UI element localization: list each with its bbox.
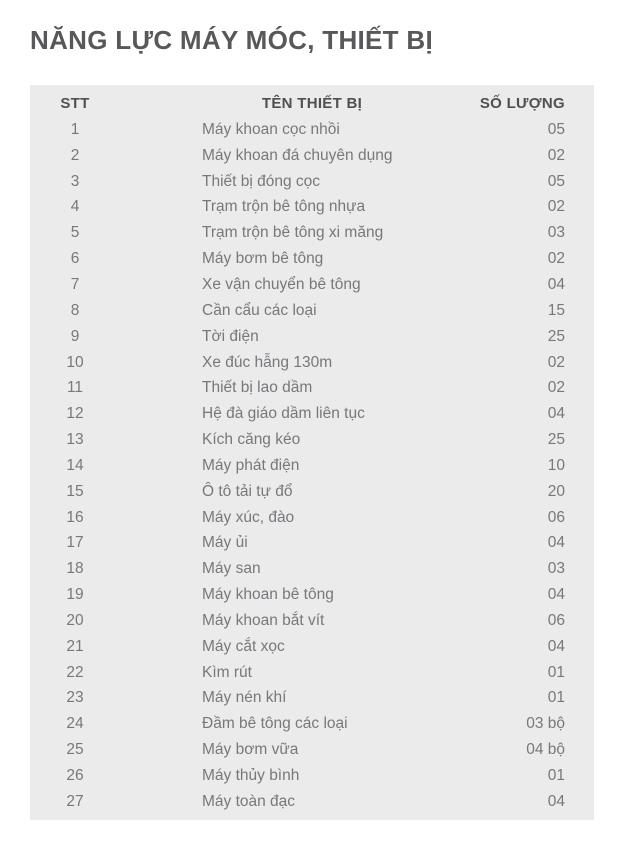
table-row bbox=[30, 660, 594, 686]
column-header-equipment-name: TÊN THIẾT BỊ bbox=[261, 94, 363, 112]
equipment-quantity: 03 bộ bbox=[526, 715, 565, 733]
table-row bbox=[30, 195, 594, 221]
table-row bbox=[30, 169, 594, 195]
table-row bbox=[30, 531, 594, 557]
equipment-quantity: 06 bbox=[547, 611, 565, 629]
equipment-name: Máy khoan cọc nhồi bbox=[202, 120, 340, 138]
equipment-name: Hệ đà giáo dầm liên tục bbox=[202, 405, 365, 423]
equipment-name: Tời điện bbox=[202, 327, 259, 345]
table-row bbox=[30, 427, 594, 453]
equipment-name: Máy nén khí bbox=[202, 689, 287, 707]
row-index: 1 bbox=[70, 120, 80, 138]
equipment-name: Thiết bị đóng cọc bbox=[202, 172, 321, 190]
equipment-quantity: 15 bbox=[547, 301, 565, 319]
equipment-quantity: 04 bbox=[547, 275, 565, 293]
equipment-name: Máy xúc, đào bbox=[202, 508, 295, 526]
row-index: 21 bbox=[66, 637, 84, 655]
table-row bbox=[30, 711, 594, 737]
row-index: 16 bbox=[66, 508, 84, 526]
equipment-name: Máy phát điện bbox=[202, 456, 300, 474]
row-index: 4 bbox=[70, 198, 80, 216]
equipment-name: Thiết bị lao dầm bbox=[202, 379, 313, 397]
row-index: 14 bbox=[66, 456, 84, 474]
table-row bbox=[30, 737, 594, 763]
table-row bbox=[30, 246, 594, 272]
table-row bbox=[30, 634, 594, 660]
equipment-quantity: 10 bbox=[547, 456, 565, 474]
equipment-name: Máy cắt xọc bbox=[202, 637, 285, 655]
row-index: 27 bbox=[66, 792, 84, 810]
table-row bbox=[30, 686, 594, 712]
equipment-quantity: 03 bbox=[547, 224, 565, 242]
table-row bbox=[30, 272, 594, 298]
row-index: 23 bbox=[66, 689, 84, 707]
row-index: 26 bbox=[66, 767, 84, 785]
equipment-name: Xe đúc hẫng 130m bbox=[202, 353, 333, 371]
equipment-quantity: 01 bbox=[547, 767, 565, 785]
equipment-name: Trạm trộn bê tông xi măng bbox=[202, 224, 384, 242]
equipment-quantity: 25 bbox=[547, 431, 565, 449]
row-index: 6 bbox=[70, 250, 80, 268]
equipment-name: Máy bơm vữa bbox=[202, 741, 299, 759]
table-row bbox=[30, 350, 594, 376]
equipment-name: Máy khoan đá chuyên dụng bbox=[202, 146, 393, 164]
equipment-name: Máy khoan bê tông bbox=[202, 586, 334, 604]
equipment-name: Máy bơm bê tông bbox=[202, 250, 324, 268]
equipment-name: Đầm bê tông các loại bbox=[202, 715, 348, 733]
table-header-row bbox=[30, 89, 594, 117]
equipment-quantity: 20 bbox=[547, 482, 565, 500]
equipment-quantity: 04 bbox=[547, 405, 565, 423]
table-row bbox=[30, 375, 594, 401]
table-row bbox=[30, 324, 594, 350]
equipment-quantity: 04 bộ bbox=[526, 741, 565, 759]
row-index: 19 bbox=[66, 586, 84, 604]
equipment-name: Trạm trộn bê tông nhựa bbox=[202, 198, 366, 216]
table-row bbox=[30, 143, 594, 169]
row-index: 13 bbox=[66, 431, 84, 449]
equipment-quantity: 02 bbox=[547, 198, 565, 216]
row-index: 15 bbox=[66, 482, 84, 500]
equipment-name: Máy toàn đạc bbox=[202, 792, 296, 810]
table-row bbox=[30, 453, 594, 479]
table-row bbox=[30, 505, 594, 531]
table-body bbox=[30, 117, 594, 815]
row-index: 12 bbox=[66, 405, 84, 423]
table-row bbox=[30, 789, 594, 815]
equipment-quantity: 02 bbox=[547, 379, 565, 397]
equipment-quantity: 01 bbox=[547, 689, 565, 707]
row-index: 17 bbox=[66, 534, 84, 552]
equipment-quantity: 04 bbox=[547, 586, 565, 604]
table-row bbox=[30, 401, 594, 427]
column-header-quantity: SỐ LƯỢNG bbox=[479, 94, 565, 112]
equipment-quantity: 06 bbox=[547, 508, 565, 526]
row-index: 10 bbox=[66, 353, 84, 371]
equipment-quantity: 02 bbox=[547, 353, 565, 371]
equipment-name: Máy ủi bbox=[202, 534, 248, 552]
equipment-quantity: 03 bbox=[547, 560, 565, 578]
table-row bbox=[30, 763, 594, 789]
table-row bbox=[30, 479, 594, 505]
equipment-name: Xe vận chuyển bê tông bbox=[202, 275, 361, 293]
row-index: 8 bbox=[70, 301, 80, 319]
equipment-name: Máy khoan bắt vít bbox=[202, 611, 325, 629]
page-title: NĂNG LỰC MÁY MÓC, THIẾT BỊ bbox=[30, 25, 433, 55]
row-index: 3 bbox=[70, 172, 80, 190]
row-index: 18 bbox=[66, 560, 84, 578]
row-index: 2 bbox=[70, 146, 80, 164]
equipment-table bbox=[30, 85, 594, 820]
table-row bbox=[30, 220, 594, 246]
equipment-name: Kìm rút bbox=[202, 663, 252, 681]
row-index: 11 bbox=[66, 379, 84, 397]
table-row bbox=[30, 298, 594, 324]
equipment-quantity: 25 bbox=[547, 327, 565, 345]
row-index: 22 bbox=[66, 663, 84, 681]
equipment-quantity: 02 bbox=[547, 250, 565, 268]
row-index: 25 bbox=[66, 741, 84, 759]
row-index: 5 bbox=[70, 224, 80, 242]
row-index: 24 bbox=[66, 715, 84, 733]
equipment-name: Máy thủy bình bbox=[202, 767, 300, 785]
equipment-quantity: 02 bbox=[547, 146, 565, 164]
equipment-quantity: 05 bbox=[547, 172, 565, 190]
row-index: 7 bbox=[70, 275, 80, 293]
equipment-quantity: 05 bbox=[547, 120, 565, 138]
equipment-name: Máy san bbox=[202, 560, 261, 578]
table-row bbox=[30, 556, 594, 582]
equipment-quantity: 04 bbox=[547, 792, 565, 810]
equipment-quantity: 04 bbox=[547, 637, 565, 655]
row-index: 20 bbox=[66, 611, 84, 629]
equipment-quantity: 04 bbox=[547, 534, 565, 552]
table-row bbox=[30, 608, 594, 634]
row-index: 9 bbox=[70, 327, 80, 345]
equipment-name: Kích căng kéo bbox=[202, 431, 301, 449]
table-row bbox=[30, 582, 594, 608]
equipment-name: Ô tô tải tự đổ bbox=[202, 482, 293, 500]
equipment-quantity: 01 bbox=[547, 663, 565, 681]
equipment-name: Cần cẩu các loại bbox=[202, 301, 317, 319]
table-row bbox=[30, 117, 594, 143]
column-header-stt: STT bbox=[60, 94, 90, 112]
